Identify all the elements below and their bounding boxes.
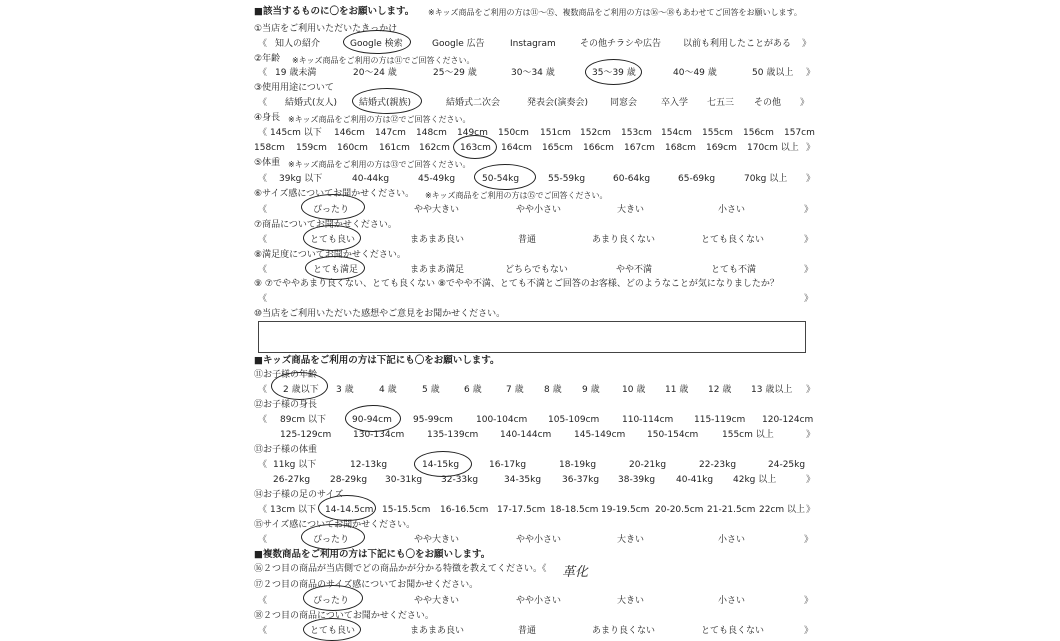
q5-option[interactable]: 60-64kg — [613, 174, 651, 184]
q14-option[interactable]: 20-20.5cm — [655, 505, 704, 515]
answer-circle — [585, 59, 642, 85]
q11-option[interactable]: 8 歳 — [544, 385, 562, 395]
bracket-close: 》 — [802, 39, 812, 49]
bracket-open: 《 — [258, 415, 268, 425]
q5-option[interactable]: 40-44kg — [352, 174, 390, 184]
q2-label: ②年齢 — [254, 54, 281, 64]
bracket-open: 《 — [258, 626, 268, 636]
q13-option[interactable]: 30-31kg — [385, 475, 423, 485]
q5-option[interactable]: 45-49kg — [418, 174, 456, 184]
q18-option[interactable]: とても良い — [310, 626, 356, 636]
bracket-close: 》 — [806, 430, 816, 440]
bracket-close: 》 — [804, 596, 814, 606]
q8-option[interactable]: とても満足 — [313, 265, 359, 275]
q5-note: ※キッズ商品をご利用の方は⑬でご回答ください。 — [288, 160, 471, 169]
q3-option[interactable]: 発表会(演奏会) — [527, 98, 589, 108]
q11-option[interactable]: 7 歳 — [506, 385, 524, 395]
q6-option[interactable]: やや小さい — [516, 205, 562, 215]
q15-option[interactable]: 大きい — [617, 535, 645, 545]
bracket-close: 》 — [806, 385, 816, 395]
q12-option[interactable]: 145-149cm — [574, 430, 626, 440]
bracket-open: 《 — [258, 535, 268, 545]
q4-label: ④身長 — [254, 113, 281, 123]
q13-option[interactable]: 20-21kg — [629, 460, 667, 470]
q14-option[interactable]: 16-16.5cm — [440, 505, 489, 515]
q12-option[interactable]: 135-139cm — [427, 430, 479, 440]
q11-option[interactable]: 13 歳以上 — [751, 385, 793, 395]
q18-option[interactable]: まあまあ良い — [410, 626, 465, 636]
q6-option[interactable]: やや大きい — [414, 205, 460, 215]
q4-option[interactable]: 150cm — [498, 128, 529, 138]
answer-circle — [301, 194, 365, 220]
q15-option[interactable]: やや大きい — [414, 535, 460, 545]
q2-option[interactable]: 50 歳以上 — [752, 68, 794, 78]
bracket-close: 》 — [804, 265, 814, 275]
q12-option[interactable]: 130-134cm — [353, 430, 405, 440]
answer-circle — [343, 30, 411, 54]
q2-option[interactable]: 20〜24 歳 — [353, 68, 397, 78]
q13-option[interactable]: 11kg 以下 — [273, 460, 317, 470]
q2-option[interactable]: 40〜49 歳 — [673, 68, 717, 78]
q12-option[interactable]: 89cm 以下 — [280, 415, 327, 425]
q2-option[interactable]: 30〜34 歳 — [511, 68, 555, 78]
bracket-open: 《 — [258, 39, 268, 49]
q12-option[interactable]: 100-104cm — [476, 415, 528, 425]
bracket-open: 《 — [258, 235, 268, 245]
q11-option[interactable]: 5 歳 — [422, 385, 440, 395]
q4-note: ※キッズ商品をご利用の方は⑫でご回答ください。 — [288, 115, 471, 124]
q4-option[interactable]: 159cm — [296, 143, 327, 153]
q13-option[interactable]: 26-27kg — [273, 475, 311, 485]
q12-option[interactable]: 150-154cm — [647, 430, 699, 440]
q5-option[interactable]: 50-54kg — [482, 174, 520, 184]
q4-option[interactable]: 162cm — [419, 143, 450, 153]
q11-option[interactable]: 11 歳 — [665, 385, 689, 395]
q7-option[interactable]: まあまあ良い — [410, 235, 465, 245]
answer-circle — [414, 451, 472, 477]
q4-option[interactable]: 165cm — [542, 143, 573, 153]
q13-option[interactable]: 34-35kg — [504, 475, 542, 485]
bracket-open: 《 — [258, 294, 268, 304]
q4-option[interactable]: 164cm — [501, 143, 532, 153]
bracket-close: 》 — [800, 98, 810, 108]
q11-option[interactable]: 6 歳 — [464, 385, 482, 395]
q16-label: ⑯２つ目の商品が当店側でどの商品かが分かる特徴を教えてください。《 — [254, 564, 547, 574]
section-title: ■該当するものに〇をお願いします。 — [254, 6, 415, 17]
q17-option[interactable]: やや小さい — [516, 596, 562, 606]
bracket-open: 《 — [258, 460, 268, 470]
q7-option[interactable]: あまり良くない — [592, 235, 656, 245]
q13-option[interactable]: 42kg 以上 — [733, 475, 777, 485]
bracket-close: 》 — [806, 68, 816, 78]
q4-option[interactable]: 163cm — [460, 143, 491, 153]
q3-option[interactable]: 卒入学 — [661, 98, 689, 108]
q13-option[interactable]: 24-25kg — [768, 460, 806, 470]
bracket-close: 》 — [804, 535, 814, 545]
q12-option[interactable]: 105-109cm — [548, 415, 600, 425]
q12-option[interactable]: 120-124cm — [762, 415, 814, 425]
q3-option[interactable]: 結婚式(親族) — [359, 98, 412, 108]
q18-option[interactable]: とても良くない — [701, 626, 765, 636]
q14-option[interactable]: 15-15.5cm — [382, 505, 431, 515]
q4-option[interactable]: 158cm — [254, 143, 285, 153]
q17-option[interactable]: ぴったり — [313, 596, 350, 606]
q14-option[interactable]: 19-19.5cm — [601, 505, 650, 515]
q5-label: ⑤体重 — [254, 158, 281, 168]
q8-option[interactable]: とても不満 — [711, 265, 757, 275]
q17-option[interactable]: 小さい — [718, 596, 746, 606]
q8-label: ⑧満足度についてお聞かせください。 — [254, 250, 406, 260]
q2-option[interactable]: 35〜39 歳 — [592, 68, 636, 78]
q13-option[interactable]: 22-23kg — [699, 460, 737, 470]
q13-option[interactable]: 40-41kg — [676, 475, 714, 485]
q4-option[interactable]: 169cm — [706, 143, 737, 153]
bracket-close: 》 — [804, 626, 814, 636]
q7-label: ⑦商品についてお聞かせください。 — [254, 220, 397, 230]
q1-option[interactable]: Instagram — [510, 39, 556, 49]
q13-option[interactable]: 38-39kg — [618, 475, 656, 485]
q2-note: ※キッズ商品をご利用の方は⑪でご回答ください。 — [292, 56, 475, 65]
q11-label: ⑪お子様の年齢 — [254, 370, 318, 380]
q15-option[interactable]: 小さい — [718, 535, 746, 545]
bracket-close: 》 — [806, 174, 816, 184]
bracket-open: 《 — [258, 98, 268, 108]
q7-option[interactable]: とても良くない — [701, 235, 765, 245]
q8-option[interactable]: まあまあ満足 — [410, 265, 465, 275]
q11-option[interactable]: 12 歳 — [708, 385, 732, 395]
q12-option[interactable]: 125-129cm — [280, 430, 332, 440]
q4-option[interactable]: 157cm — [784, 128, 815, 138]
q11-option[interactable]: 3 歳 — [336, 385, 354, 395]
q6-note: ※キッズ商品をご利用の方は⑮でご回答ください。 — [425, 191, 608, 200]
bracket-open: 《 — [258, 128, 268, 138]
q4-option[interactable]: 161cm — [379, 143, 410, 153]
q6-option[interactable]: 小さい — [718, 205, 746, 215]
answer-circle — [352, 88, 422, 114]
q1-option[interactable]: Google 広告 — [432, 39, 485, 49]
q11-option[interactable]: 10 歳 — [622, 385, 646, 395]
q12-option[interactable]: 115-119cm — [694, 415, 746, 425]
q5-option[interactable]: 55-59kg — [548, 174, 586, 184]
answer-circle — [303, 225, 361, 251]
bracket-close: 》 — [806, 475, 816, 485]
answer-circle — [453, 135, 497, 159]
q13-option[interactable]: 18-19kg — [559, 460, 597, 470]
q18-option[interactable]: あまり良くない — [592, 626, 656, 636]
kids-section-title: ■キッズ商品をご利用の方は下記にも〇をお願いします。 — [254, 355, 500, 366]
q3-label: ③使用用途について — [254, 83, 334, 93]
answer-circle — [345, 405, 401, 432]
answer-circle — [271, 372, 328, 400]
q3-option[interactable]: 七五三 — [707, 98, 735, 108]
q1-label: ①当店をご利用いただいたきっかけ — [254, 24, 398, 34]
q4-option[interactable]: 155cm — [702, 128, 733, 138]
answer-circle — [305, 256, 365, 280]
answer-circle — [301, 524, 365, 550]
q5-option[interactable]: 65-69kg — [678, 174, 716, 184]
answer-circle — [303, 585, 363, 611]
q4-option[interactable]: 145cm 以下 — [270, 128, 322, 138]
q3-option[interactable]: 結婚式(友人) — [285, 98, 338, 108]
q4-option[interactable]: 146cm — [334, 128, 365, 138]
q7-option[interactable]: 普通 — [518, 235, 537, 245]
q5-option[interactable]: 39kg 以下 — [279, 174, 323, 184]
q1-option[interactable]: 以前も利用したことがある — [683, 39, 792, 49]
bracket-close: 》 — [806, 505, 816, 515]
answer-circle — [303, 618, 361, 641]
q16-handwritten-answer: 革化 — [562, 565, 589, 580]
q14-option[interactable]: 21-21.5cm — [707, 505, 756, 515]
q4-option[interactable]: 153cm — [621, 128, 652, 138]
q12-label: ⑫お子様の身長 — [254, 400, 318, 410]
q5-option[interactable]: 70kg 以上 — [744, 174, 788, 184]
q4-option[interactable]: 156cm — [743, 128, 774, 138]
q1-option[interactable]: Google 検索 — [350, 39, 403, 49]
q4-option[interactable]: 166cm — [583, 143, 614, 153]
bracket-open: 《 — [258, 205, 268, 215]
bracket-close: 》 — [804, 235, 814, 245]
q11-option[interactable]: 2 歳以下 — [283, 385, 319, 395]
q6-option[interactable]: 大きい — [617, 205, 645, 215]
q2-option[interactable]: 25〜29 歳 — [433, 68, 477, 78]
q4-option[interactable]: 147cm — [375, 128, 406, 138]
q2-option[interactable]: 19 歳未満 — [275, 68, 317, 78]
q4-option[interactable]: 170cm 以上 — [747, 143, 799, 153]
q4-option[interactable]: 149cm — [457, 128, 488, 138]
q14-option[interactable]: 13cm 以下 — [270, 505, 317, 515]
q13-option[interactable]: 28-29kg — [330, 475, 368, 485]
q14-option[interactable]: 18-18.5cm — [550, 505, 599, 515]
bracket-open: 《 — [258, 385, 268, 395]
q4-option[interactable]: 151cm — [540, 128, 571, 138]
q15-option[interactable]: ぴったり — [313, 535, 350, 545]
section-note: ※キッズ商品をご利用の方は⑪〜⑮、複数商品をご利用の方は⑯〜⑱もあわせてご回答をお願いします。 — [428, 8, 802, 17]
q15-option[interactable]: やや小さい — [516, 535, 562, 545]
q12-option[interactable]: 90-94cm — [352, 415, 392, 425]
q4-option[interactable]: 160cm — [337, 143, 368, 153]
q10-label: ⑩当店をご利用いただいた感想やご意見をお聞かせください。 — [254, 309, 506, 319]
q4-option[interactable]: 154cm — [661, 128, 692, 138]
answer-circle — [318, 495, 376, 521]
q13-option[interactable]: 16-17kg — [489, 460, 527, 470]
q3-option[interactable]: 同窓会 — [610, 98, 638, 108]
q11-option[interactable]: 9 歳 — [582, 385, 600, 395]
q13-option[interactable]: 32-33kg — [441, 475, 479, 485]
q1-option[interactable]: その他チラシや広告 — [580, 39, 662, 49]
q13-option[interactable]: 36-37kg — [562, 475, 600, 485]
q14-option[interactable]: 14-14.5cm — [325, 505, 374, 515]
q17-label: ⑰２つ目の商品のサイズ感についてお聞かせください。 — [254, 580, 479, 590]
q13-option[interactable]: 14-15kg — [422, 460, 460, 470]
q12-option[interactable]: 95-99cm — [413, 415, 453, 425]
q4-option[interactable]: 152cm — [580, 128, 611, 138]
q13-label: ⑬お子様の体重 — [254, 445, 318, 455]
q9-label: ⑨ ⑦でややあまり良くない、とても良くない ⑧でやや不満、とても不満とご回答のお客様、どのようなことが気になりましたか？ — [254, 279, 779, 289]
multi-section-title: ■複数商品をご利用の方は下記にも〇をお願いします。 — [254, 549, 491, 560]
comment-box[interactable] — [258, 321, 806, 353]
q15-label: ⑮サイズ感についてお聞かせください。 — [254, 520, 416, 530]
q4-option[interactable]: 168cm — [665, 143, 696, 153]
bracket-open: 《 — [258, 265, 268, 275]
q3-option[interactable]: その他 — [754, 98, 782, 108]
bracket-close: 》 — [804, 294, 814, 304]
q17-option[interactable]: やや大きい — [414, 596, 460, 606]
q6-label: ⑥サイズ感についてお聞かせください。 — [254, 189, 415, 199]
q8-option[interactable]: やや不満 — [616, 265, 653, 275]
q3-option[interactable]: 結婚式二次会 — [446, 98, 501, 108]
q8-option[interactable]: どちらでもない — [505, 265, 568, 275]
bracket-open: 《 — [258, 68, 268, 78]
q14-option[interactable]: 17-17.5cm — [497, 505, 546, 515]
bracket-close: 》 — [804, 205, 814, 215]
q17-option[interactable]: 大きい — [617, 596, 645, 606]
q13-option[interactable]: 12-13kg — [350, 460, 388, 470]
bracket-close: 》 — [806, 143, 816, 153]
q14-label: ⑭お子様の足のサイズ — [254, 490, 344, 500]
q6-option[interactable]: ぴったり — [313, 205, 350, 215]
q4-option[interactable]: 148cm — [416, 128, 447, 138]
bracket-open: 《 — [258, 596, 268, 606]
q12-option[interactable]: 110-114cm — [622, 415, 674, 425]
bracket-open: 《 — [258, 174, 268, 184]
answer-circle — [474, 164, 536, 190]
q7-option[interactable]: とても良い — [310, 235, 356, 245]
q14-option[interactable]: 22cm 以上 — [759, 505, 806, 515]
q12-option[interactable]: 155cm 以上 — [722, 430, 774, 440]
q18-label: ⑱２つ目の商品についてお聞かせください。 — [254, 611, 434, 621]
bracket-open: 《 — [258, 505, 268, 515]
q11-option[interactable]: 4 歳 — [379, 385, 397, 395]
q18-option[interactable]: 普通 — [518, 626, 537, 636]
q4-option[interactable]: 167cm — [624, 143, 655, 153]
q12-option[interactable]: 140-144cm — [500, 430, 552, 440]
q1-option[interactable]: 知人の紹介 — [275, 39, 321, 49]
